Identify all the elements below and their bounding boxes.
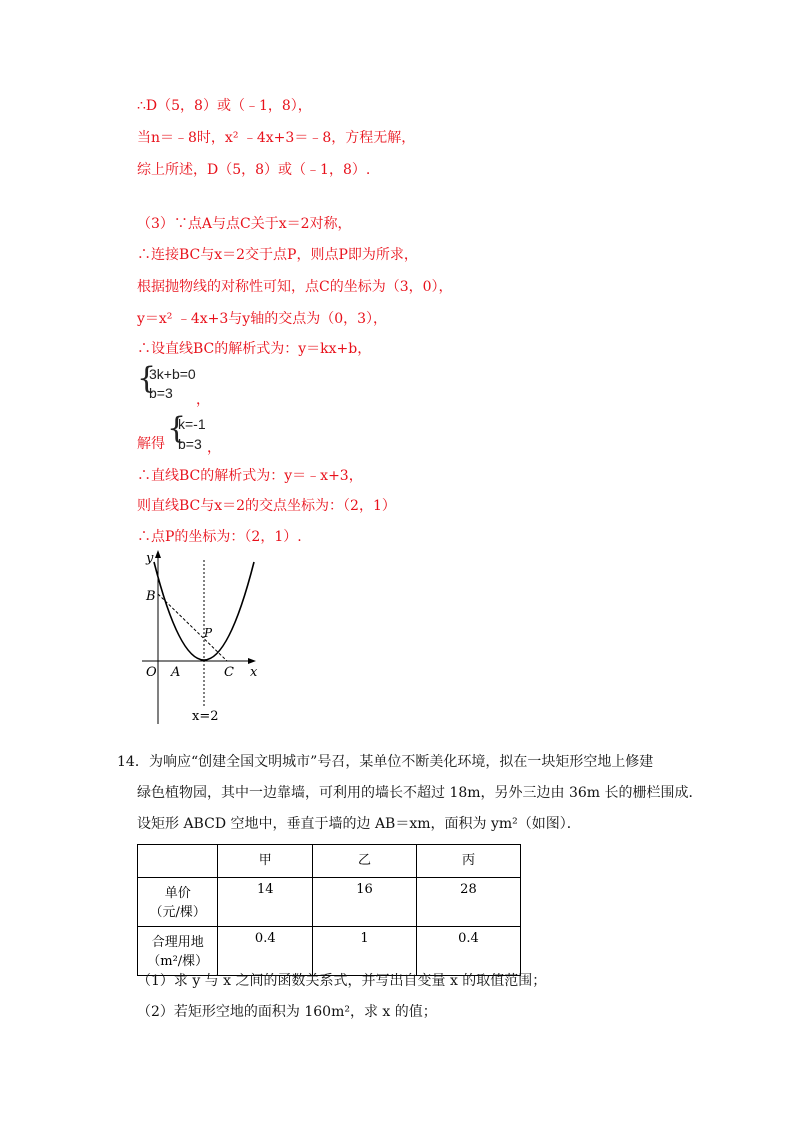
label-b: B — [146, 589, 156, 604]
label-p: P — [204, 626, 213, 640]
row1-label — [138, 878, 218, 927]
x-axis-arrow — [248, 658, 256, 664]
question-2: （2）若矩形空地的面积为 160m²，求 x 的值； — [137, 1004, 437, 1020]
system-2-comma: ， — [207, 440, 221, 456]
solution-line-8: ∴设直线BC的解析式为：y＝kx+b， — [137, 341, 372, 357]
solution-line-2: 当n＝﹣8时，x² ﹣4x+3＝﹣8，方程无解， — [137, 130, 416, 146]
row2-label-a: 合理用地 — [151, 935, 204, 950]
label-y: y — [146, 551, 154, 566]
system-2-eq1: k=-1 — [178, 416, 206, 432]
solution-line-4: （3）∵点A与点C关于x＝2对称， — [137, 216, 352, 232]
row1-label-b: （元/棵） — [149, 905, 206, 920]
system-2-eq2: b=3 — [178, 436, 202, 452]
table-row — [138, 927, 521, 976]
table-header-row — [138, 845, 521, 878]
line-bc — [158, 594, 227, 661]
row1-cell: 16 — [313, 878, 417, 927]
problem-line-1: 为响应“创建全国文明城市”号召，某单位不断美化环境，拟在一块矩形空地上修建 — [149, 754, 654, 770]
system-1-eq2: b=3 — [149, 385, 173, 401]
label-a: A — [171, 665, 181, 680]
problem-line-2: 绿色植物园，其中一边靠墙，可利用的墙长不超过 18m，另外三边由 36m 长的栅栏围成． — [137, 785, 703, 801]
solution-line-11: ∴点P的坐标为：（2，1）. — [137, 529, 302, 545]
solution-line-9: ∴直线BC的解析式为：y＝﹣x+3， — [137, 468, 363, 484]
header-empty — [138, 845, 218, 878]
solution-line-1: ∴D（5，8）或（﹣1，8）， — [137, 98, 312, 114]
solve-label: 解得 — [137, 436, 165, 452]
price-table — [137, 844, 521, 976]
solution-line-10: 则直线BC与x＝2的交点坐标为：（2，1） — [137, 498, 396, 514]
problem-line-3: 设矩形 ABCD 空地中，垂直于墙的边 AB＝xm，面积为 ym²（如图）． — [137, 816, 581, 832]
system-1-eq1: 3k+b=0 — [149, 366, 196, 382]
label-c: C — [224, 665, 234, 680]
row2-cell: 1 — [313, 927, 417, 976]
label-axis-x2: x=2 — [192, 709, 219, 724]
header-yi: 乙 — [313, 845, 417, 878]
header-bing: 丙 — [416, 845, 520, 878]
row1-cell: 14 — [218, 878, 313, 927]
row1-cell: 28 — [416, 878, 520, 927]
brace-1: { — [137, 361, 157, 396]
question-1: （1）求 y 与 x 之间的函数关系式，并写出自变量 x 的取值范围； — [137, 973, 547, 989]
row2-cell: 0.4 — [218, 927, 313, 976]
problem-number: 14． — [117, 754, 149, 770]
label-x: x — [250, 665, 258, 680]
solution-line-5: ∴连接BC与x＝2交于点P，则点P即为所求， — [137, 247, 418, 263]
y-axis-arrow — [155, 550, 161, 558]
table-row — [138, 878, 521, 927]
parabola-graph — [134, 548, 274, 728]
solution-line-6: 根据抛物线的对称性可知，点C的坐标为（3，0）， — [137, 279, 453, 295]
row1-label-a: 单价 — [164, 886, 191, 901]
row2-label — [138, 927, 218, 976]
brace-2: { — [167, 411, 187, 446]
solution-line-3: 综上所述，D（5，8）或（﹣1，8）. — [137, 162, 371, 178]
row2-label-b: （m²/棵） — [147, 954, 209, 969]
system-1-comma: ， — [196, 392, 210, 408]
label-origin: O — [146, 665, 157, 680]
header-jia: 甲 — [218, 845, 313, 878]
solution-line-7: y＝x² ﹣4x+3与y轴的交点为（0，3）， — [137, 311, 388, 327]
row2-cell: 0.4 — [416, 927, 520, 976]
